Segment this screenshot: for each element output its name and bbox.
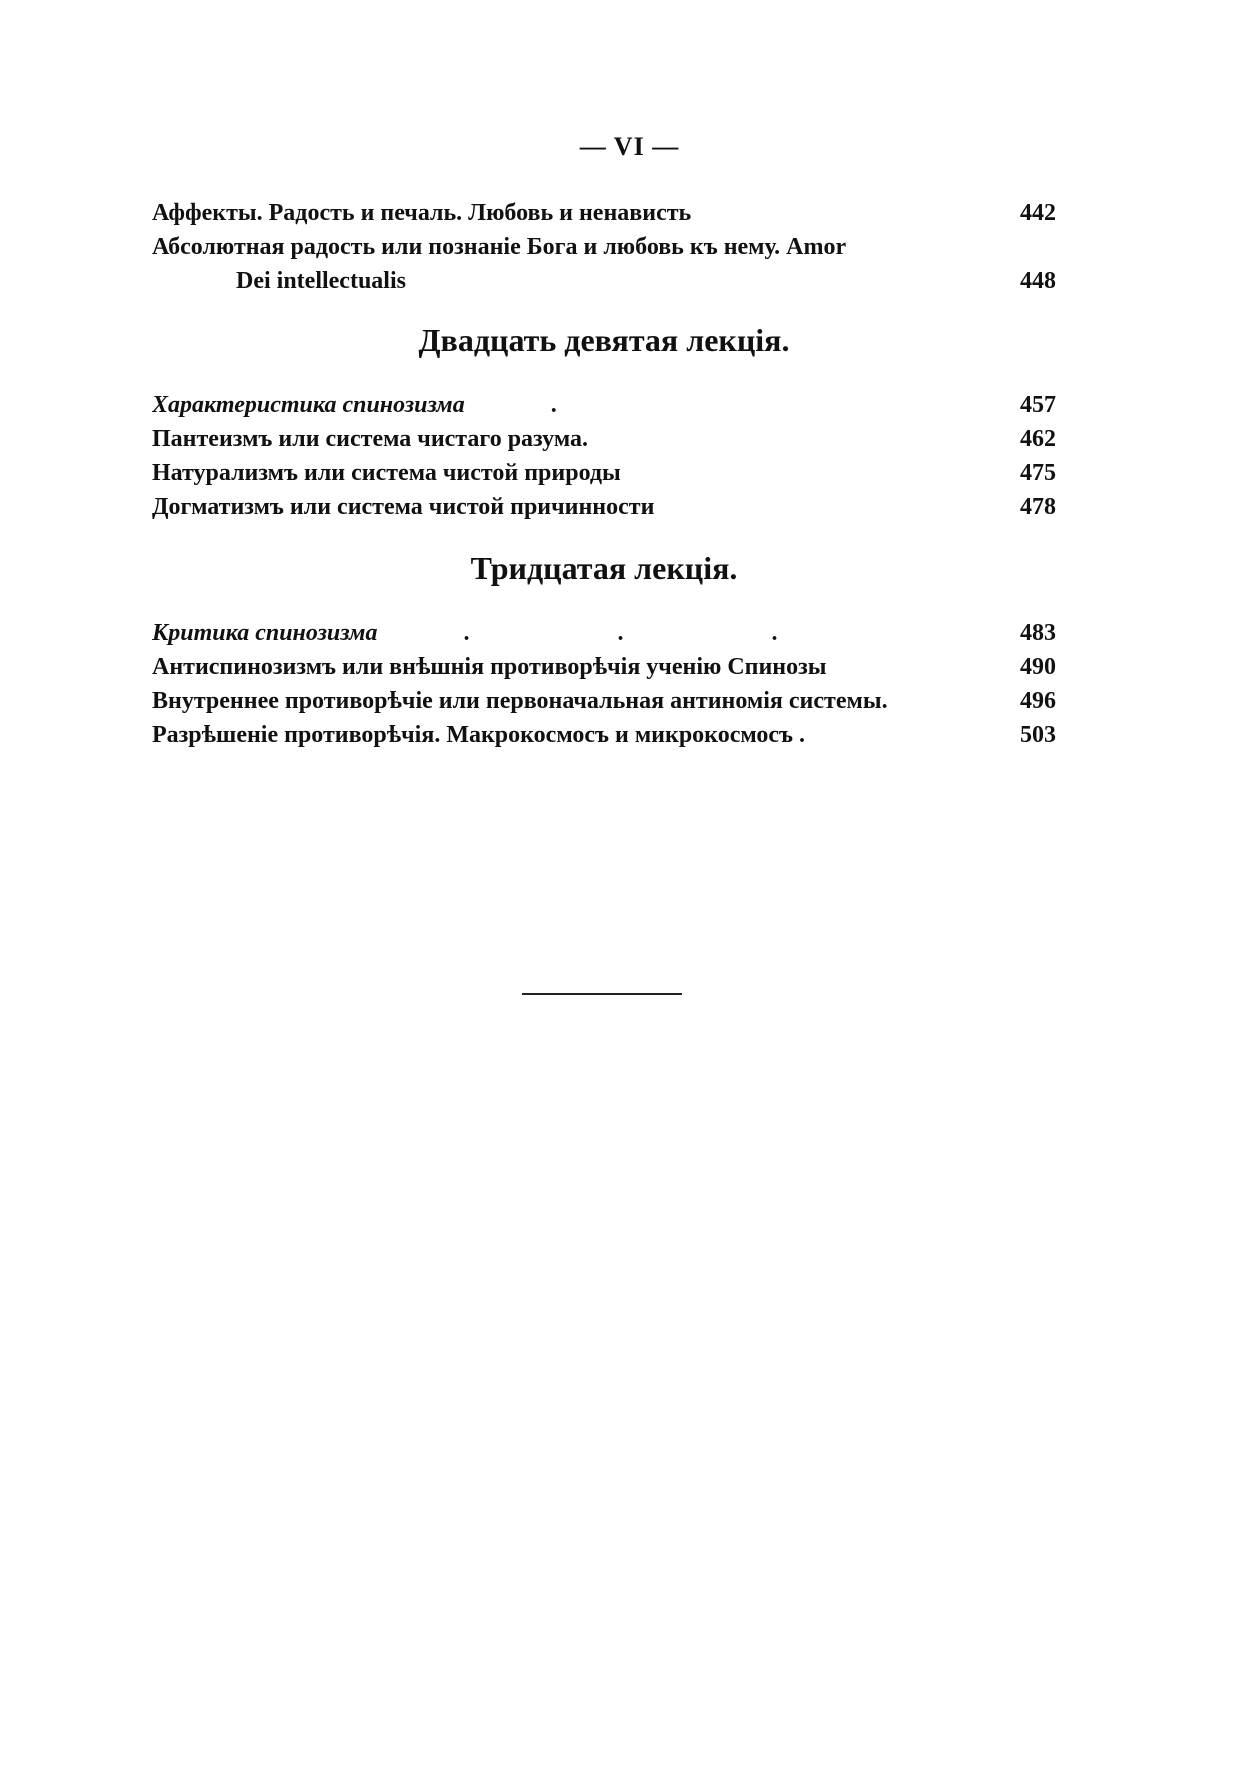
toc-entry-page: 478	[1020, 494, 1056, 520]
toc-entry-title: Внутреннее противорѣчіе или первоначальная антиномія системы.	[152, 688, 888, 714]
toc-entry	[152, 684, 1056, 718]
toc-entry-title: Разрѣшеніе противорѣчія. Макрокосмосъ и микрокосмосъ .	[152, 722, 806, 748]
toc-entry-title: Dei intellectualis	[236, 268, 406, 294]
toc-entry-title-text: Критика спинозизма	[152, 620, 378, 646]
toc-entry-title: Антиспинозизмъ или внѣшнія противорѣчія ученію Спинозы	[152, 654, 827, 680]
toc-entry	[152, 650, 1056, 684]
toc-entry-page: 496	[1020, 688, 1056, 714]
toc-entry	[152, 718, 1056, 752]
lecture-heading-29: Двадцать девятая лекція.	[418, 322, 790, 358]
toc-entry	[152, 388, 1056, 422]
toc-entry-title: Абсолютная радость или познаніе Бога и любовь къ нему. Amor	[152, 234, 847, 260]
toc-entry-page: 442	[1020, 200, 1056, 226]
toc-entry	[152, 422, 1056, 456]
toc-entry-page: 457	[1020, 392, 1056, 418]
toc-entry-title: Догматизмъ или система чистой причинности	[152, 494, 655, 520]
toc-entry	[152, 264, 1056, 298]
toc-entry-page: 503	[1020, 722, 1056, 748]
toc-entry-title	[152, 616, 986, 650]
toc-entry	[152, 490, 1056, 524]
toc-entry-title	[152, 388, 986, 422]
toc-entry-title: Натурализмъ или система чистой природы	[152, 460, 621, 486]
toc-entry-page: 475	[1020, 460, 1056, 486]
table-of-contents	[152, 196, 1056, 752]
toc-entry-page: 448	[1020, 268, 1056, 294]
toc-entry-page: 462	[1020, 426, 1056, 452]
dot-leader: . . .	[463, 620, 786, 646]
closing-rule	[522, 993, 682, 995]
toc-entry-title-text: Характеристика спинозизма	[152, 392, 465, 418]
toc-entry	[152, 456, 1056, 490]
toc-entry	[152, 616, 1056, 650]
toc-entry	[152, 196, 1056, 230]
toc-entry	[152, 230, 1056, 264]
toc-entry-page: 483	[1020, 620, 1056, 646]
page-number: — VI —	[579, 132, 680, 161]
dot-leader: .	[550, 392, 565, 418]
toc-entry-page: 490	[1020, 654, 1056, 680]
toc-entry-title: Пантеизмъ или система чистаго разума.	[152, 426, 589, 452]
toc-entry-title: Аффекты. Радость и печаль. Любовь и ненависть	[152, 200, 692, 226]
lecture-heading-30: Тридцатая лекція.	[470, 550, 738, 586]
